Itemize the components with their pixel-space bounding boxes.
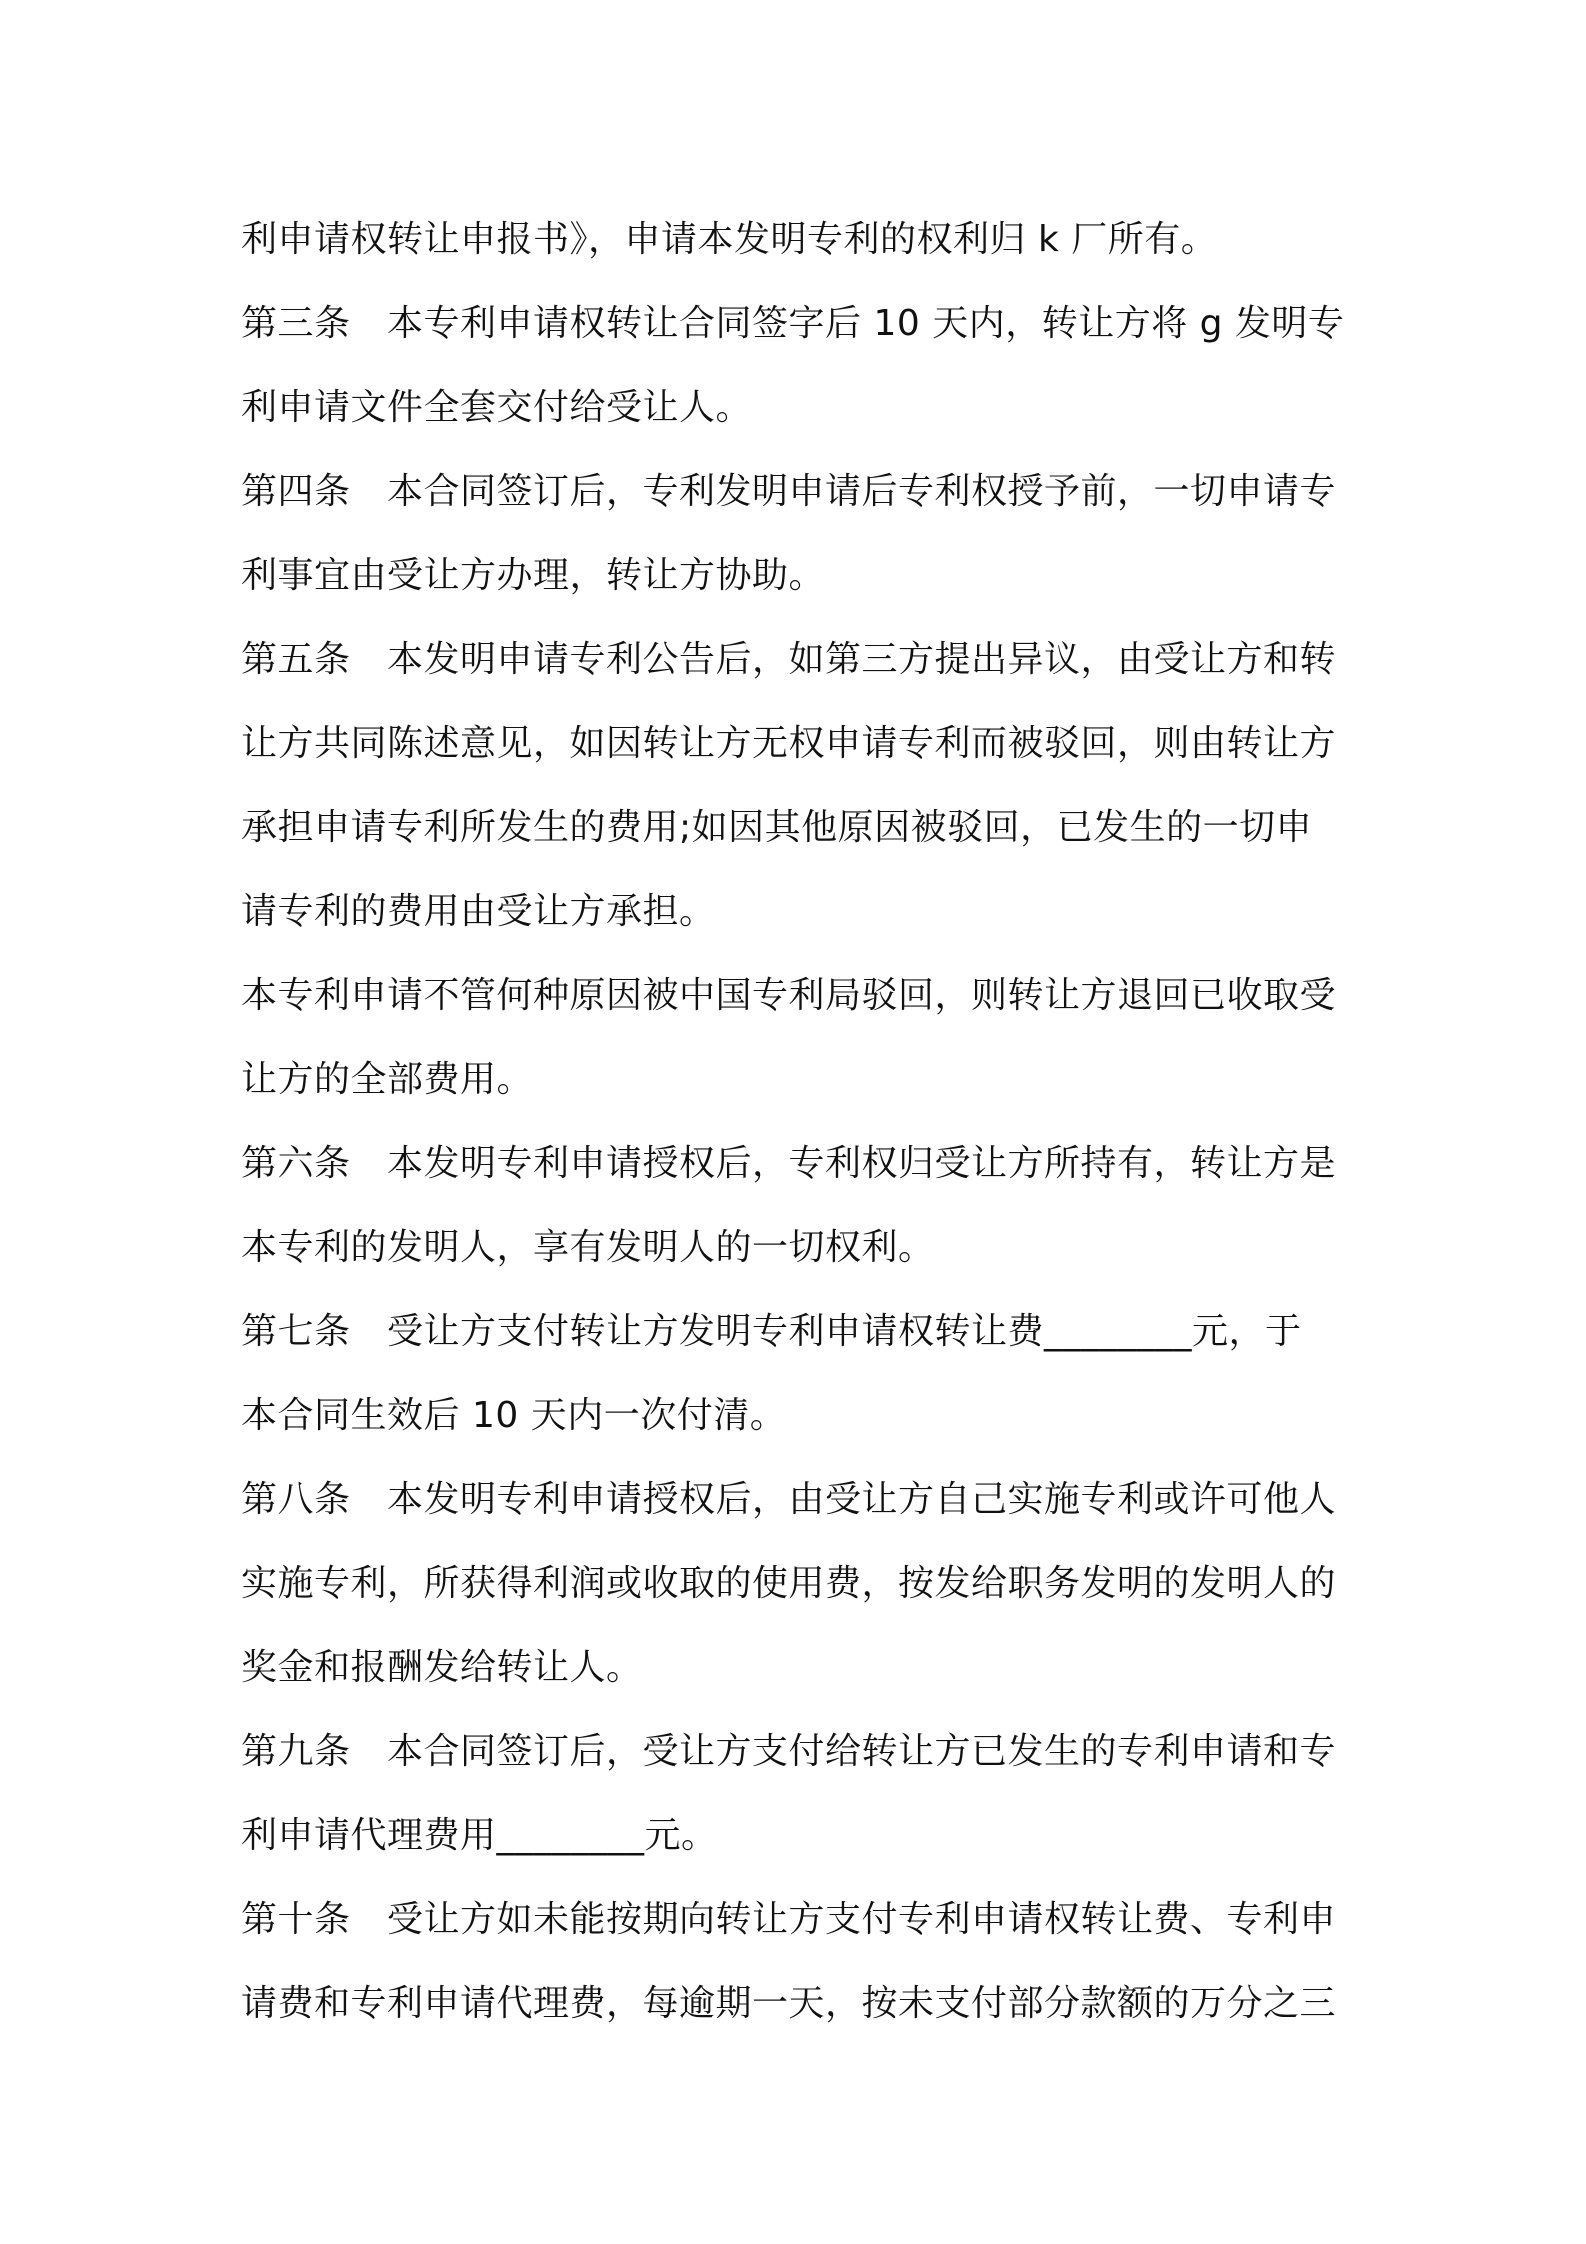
text-line: 第十条 受让方如未能按期向转让方支付专利申请权转让费、专利申 [241,1899,1337,1940]
text-line: 利事宜由受让方办理，转让方协助。 [241,555,826,596]
text-line: 承担申请专利所发生的费用;如因其他原因被驳回，已发生的一切申 [241,807,1313,848]
text-line: 本专利的发明人，享有发明人的一切权利。 [241,1227,935,1268]
text-line: 奖金和报酬发给转让人。 [241,1647,643,1688]
text-line: 实施专利，所获得利润或收取的使用费，按发给职务发明的发明人的 [241,1563,1337,1604]
text-line: 第六条 本发明专利申请授权后，专利权归受让方所持有，转让方是 [241,1143,1337,1184]
text-line: 让方共同陈述意见，如因转让方无权申请专利而被驳回，则由转让方 [241,723,1337,764]
text-line: 第四条 本合同签订后，专利发明申请后专利权授予前，一切申请专 [241,471,1337,512]
text-line: 利申请代理费用________元。 [241,1815,718,1856]
text-line: 请专利的费用由受让方承担。 [241,891,716,932]
text-line: 本合同生效后 10 天内一次付清。 [241,1395,787,1436]
text-line: 第五条 本发明申请专利公告后，如第三方提出异议，由受让方和转 [241,639,1337,680]
text-line: 利申请权转让申报书》，申请本发明专利的权利归 k 厂所有。 [241,219,1218,260]
text-line: 第七条 受让方支付转让方发明专利申请权转让费________元，于 [241,1311,1302,1352]
text-line: 让方的全部费用。 [241,1059,534,1100]
text-line: 本专利申请不管何种原因被中国专利局驳回，则转让方退回已收取受 [241,975,1337,1016]
text-line: 请费和专利申请代理费，每逾期一天，按未支付部分款额的万分之三 [241,1983,1337,2024]
text-line: 第九条 本合同签订后，受让方支付给转让方已发生的专利申请和专 [241,1731,1337,1772]
contract-text-body [241,198,1361,2046]
text-line: 第三条 本专利申请权转让合同签字后 10 天内，转让方将 g 发明专 [241,303,1345,344]
text-line: 第八条 本发明专利申请授权后，由受让方自己实施专利或许可他人 [241,1479,1337,1520]
text-line: 利申请文件全套交付给受让人。 [241,387,753,428]
